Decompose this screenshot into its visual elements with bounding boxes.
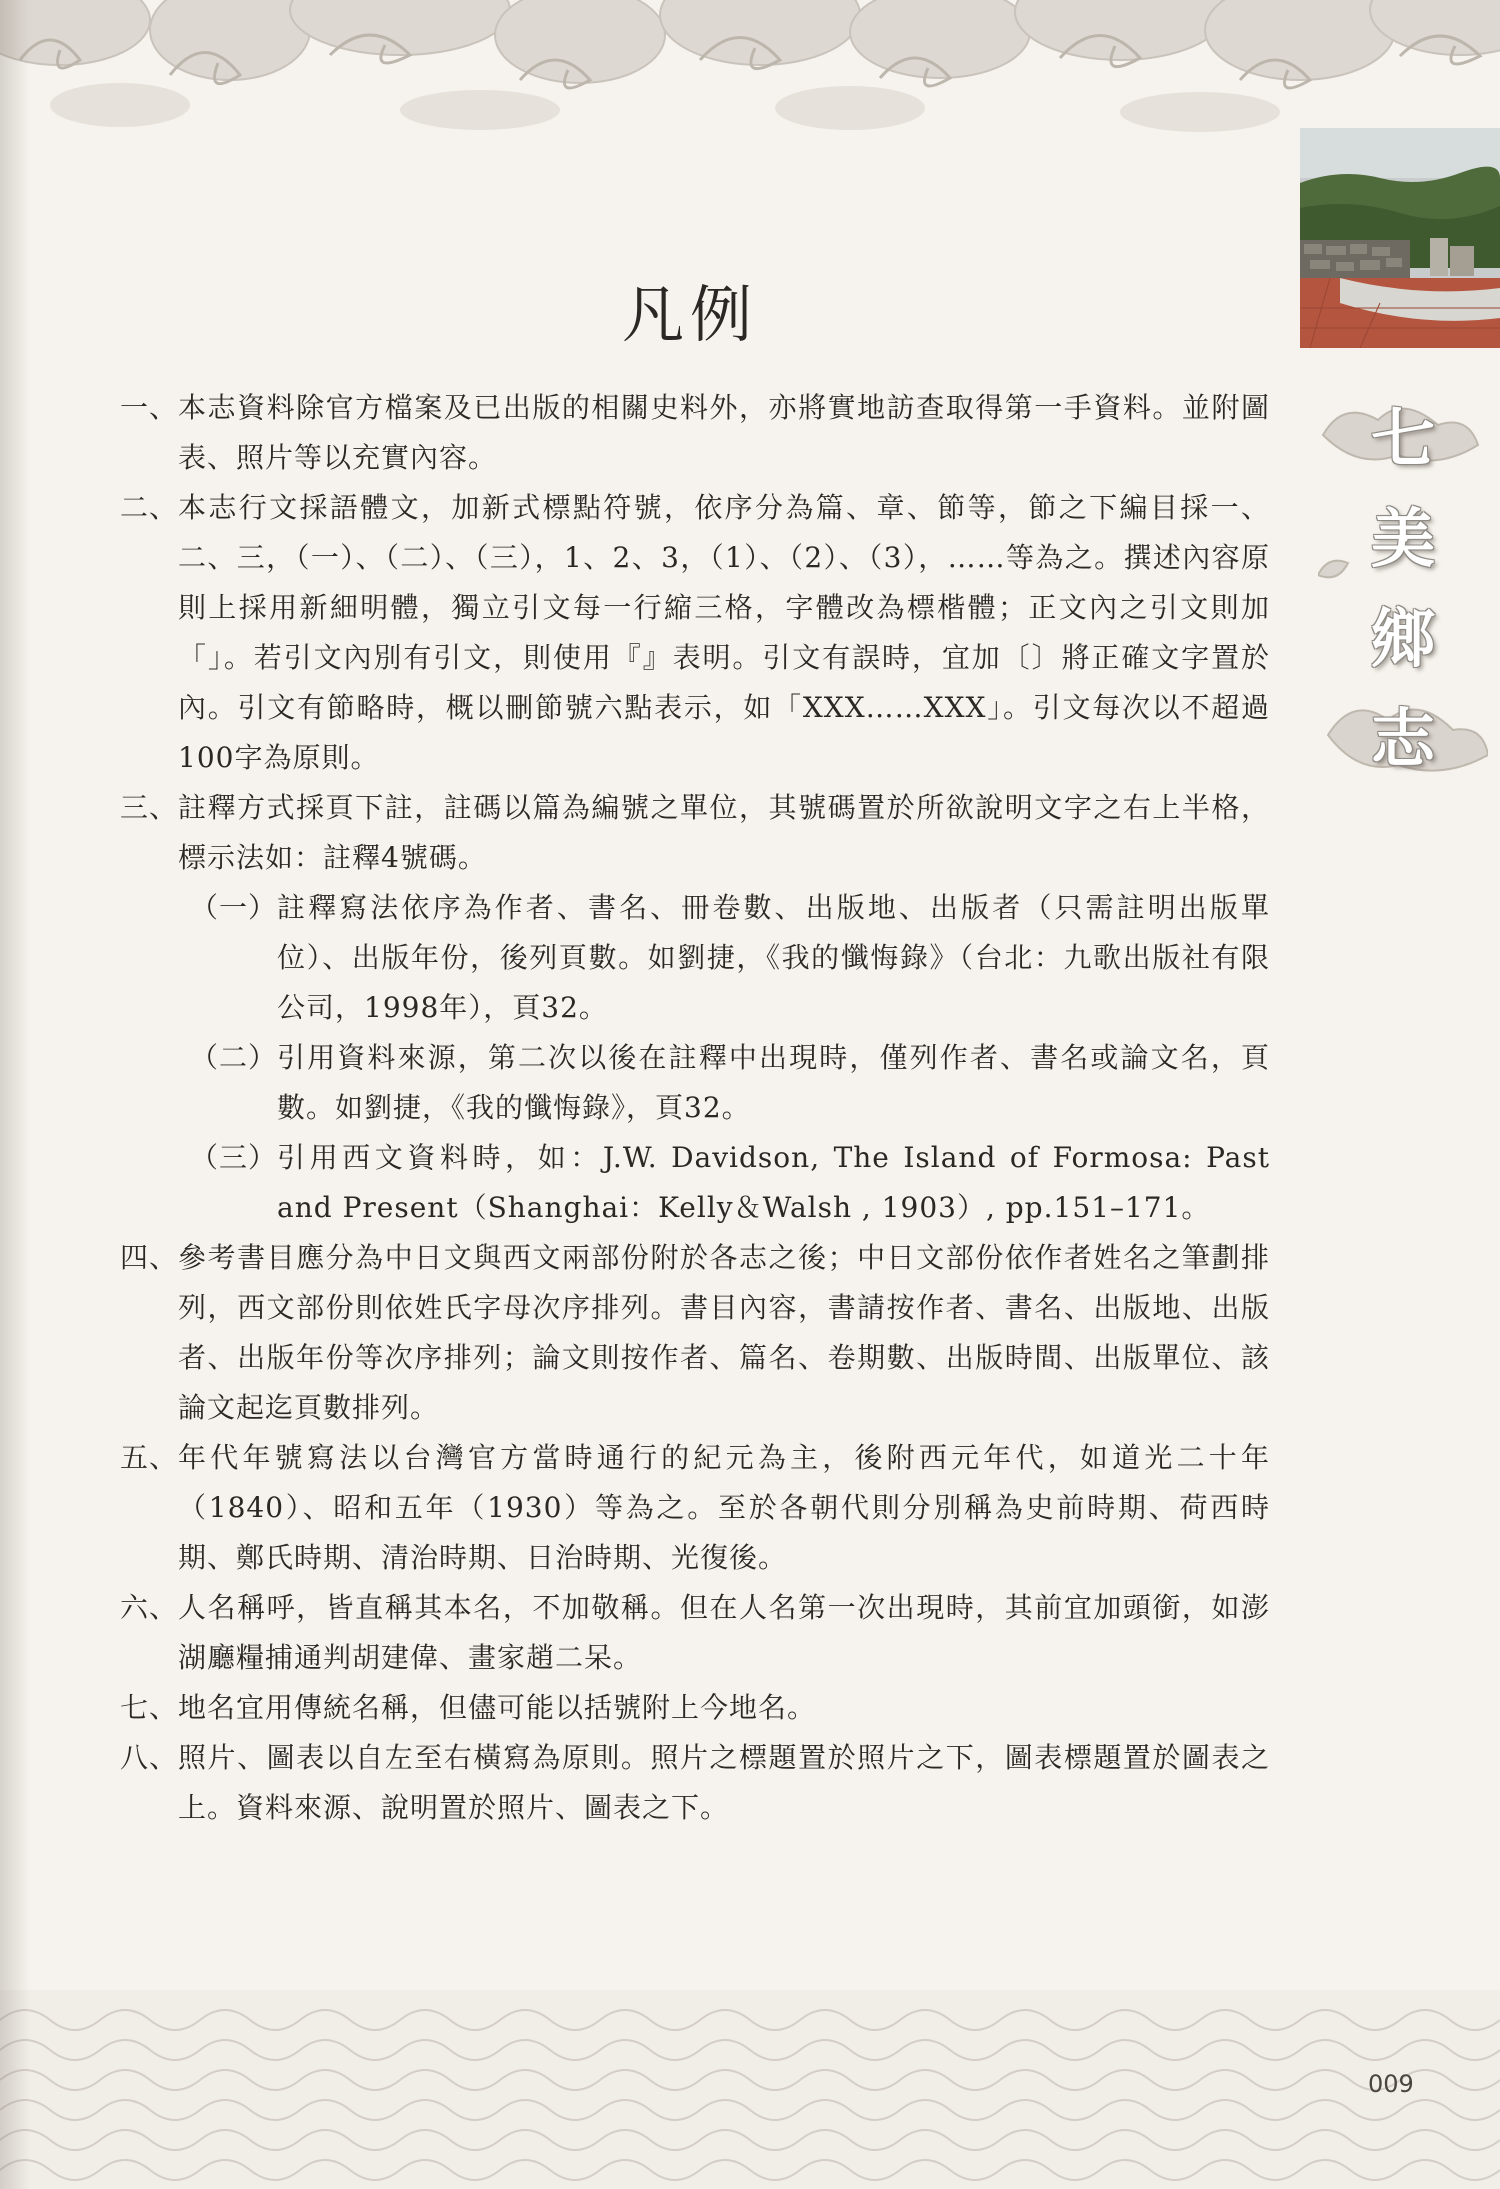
item-number: 四、 (120, 1241, 179, 1274)
cloud-border-top (0, 0, 1500, 150)
sub-item-number: （二） (190, 1041, 278, 1074)
list-item (120, 1233, 1270, 1433)
item-number: 五、 (120, 1441, 179, 1474)
binding-shadow (0, 0, 30, 2189)
sub-item-number: （三） (190, 1141, 278, 1174)
item-text: 參考書目應分為中日文與西文兩部份附於各志之後；中日文部份依作者姓名之筆劃排列，西文部份則依姓氏字母次序排列。書目內容，書請按作者、書名、出版地、出版者、出版年份等次序排列；論文則按作者、篇名、卷期數、出版時間、出版單位、該論文起迄頁數排列。 (178, 1241, 1270, 1424)
title-char-1: 七 (1371, 402, 1435, 477)
item-text: 本志行文採語體文，加新式標點符號，依序分為篇、章、節等，節之下編目採一、二、三，（一）、（二）、（三），1、2、3，（1）、（2）、（3），……等為之。撰述內容原則上採用新細明體，獨立引文每一行縮三格，字體改為標楷體；正文內之引文則加「」。若引文內別有引文，則使用『』表明。引文有誤時，宜加〔〕將正確文字置於內。引文有節略時，概以刪節號六點表示，如「XXX……XXX」。引文每次以不超過100字為原則。 (178, 491, 1270, 774)
list-item (120, 783, 1270, 883)
title-char-3: 鄉 (1371, 602, 1435, 677)
item-text: 年代年號寫法以台灣官方當時通行的紀元為主，後附西元年代，如道光二十年（1840）、昭和五年（1930）等為之。至於各朝代則分別稱為史前時期、荷西時期、鄭氏時期、清治時期、日治時期、光復後。 (178, 1441, 1270, 1574)
title-char-4: 志 (1371, 702, 1435, 777)
title-char-2: 美 (1371, 502, 1435, 577)
item-number: 二、 (120, 491, 179, 524)
list-item (120, 383, 1270, 483)
sub-item-text: 引用資料來源，第二次以後在註釋中出現時，僅列作者、書名或論文名，頁數。如劉捷，《我的懺悔錄》，頁32。 (277, 1041, 1270, 1124)
sub-list-item (120, 1133, 1270, 1233)
page-number: 009 (1368, 2070, 1414, 2098)
item-number: 六、 (120, 1591, 179, 1624)
item-text: 註釋方式採頁下註，註碼以篇為編號之單位，其號碼置於所欲說明文字之右上半格，標示法如：註釋4號碼。 (178, 791, 1270, 874)
vertical-book-title (1318, 395, 1488, 815)
sub-item-text: 註釋寫法依序為作者、書名、冊卷數、出版地、出版者（只需註明出版單位）、出版年份，後列頁數。如劉捷，《我的懺悔錄》（台北：九歌出版社有限公司，1998年），頁32。 (277, 891, 1270, 1024)
item-number: 八、 (120, 1741, 179, 1774)
rules-list (120, 383, 1270, 1833)
item-text: 地名宜用傳統名稱，但儘可能以括號附上今地名。 (178, 1691, 817, 1724)
item-text: 本志資料除官方檔案及已出版的相關史料外，亦將實地訪查取得第一手資料。並附圖表、照片等以充實內容。 (178, 391, 1270, 474)
sub-item-text: 引用西文資料時，如：J.W. Davidson, The Island of Formosa: Past and Present（Shanghai：Kelly＆Walsh , 1903）, pp.151–171。 (277, 1141, 1270, 1224)
sub-list-item (120, 1033, 1270, 1133)
list-item (120, 1433, 1270, 1583)
wave-border-bottom (0, 1990, 1500, 2189)
list-item (120, 1583, 1270, 1683)
item-number: 七、 (120, 1691, 179, 1724)
item-number: 三、 (120, 791, 179, 824)
item-text: 人名稱呼，皆直稱其本名，不加敬稱。但在人名第一次出現時，其前宜加頭銜，如澎湖廳糧捕通判胡建偉、畫家趙二呆。 (178, 1591, 1270, 1674)
item-number: 一、 (120, 391, 179, 424)
landscape-photo (1300, 128, 1500, 348)
list-item (120, 1683, 1270, 1733)
item-text: 照片、圖表以自左至右橫寫為原則。照片之標題置於照片之下，圖表標題置於圖表之上。資料來源、說明置於照片、圖表之下。 (178, 1741, 1270, 1824)
page-heading: 凡例 (621, 278, 758, 351)
sub-list-item (120, 883, 1270, 1033)
list-item (120, 1733, 1270, 1833)
list-item (120, 483, 1270, 783)
sub-item-number: （一） (190, 891, 278, 924)
